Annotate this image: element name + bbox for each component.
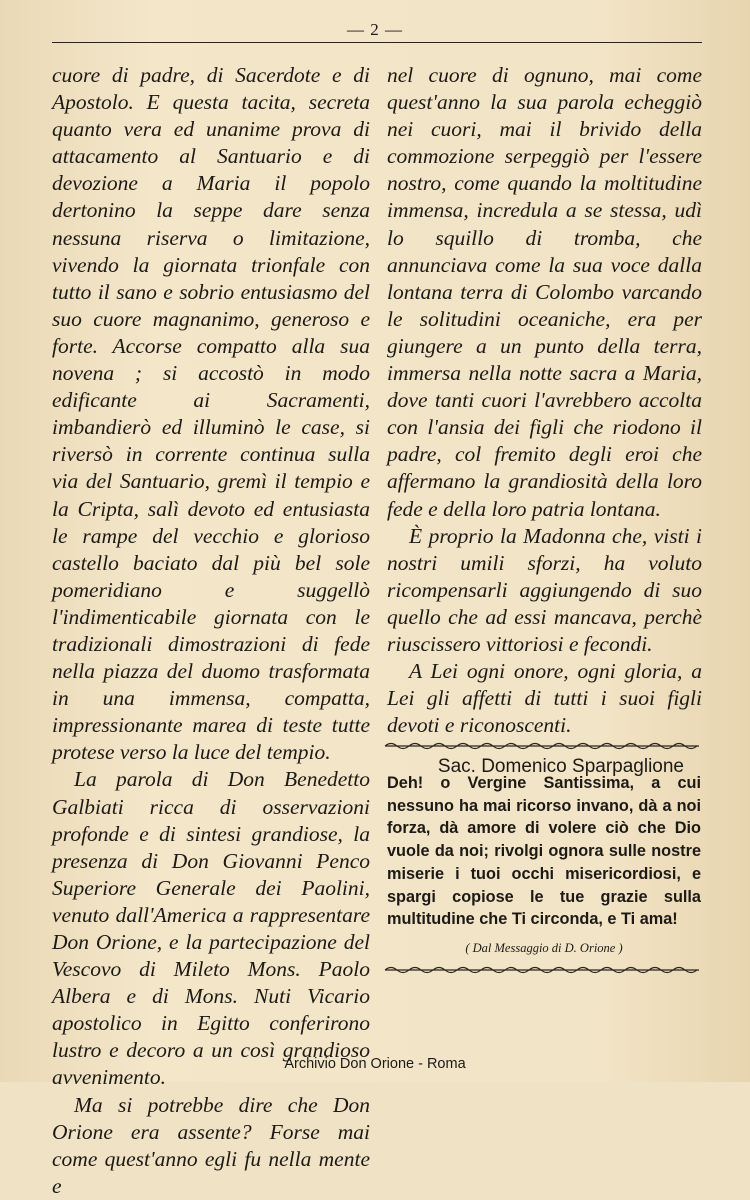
left-paragraph-2: La parola di Don Benedetto Galbiati ricca di osservazioni profonde e di sintesi grandiose, la presenza di Don Giovanni Penco Superiore Generale dei Paolini, venuto dall'America a rappresentare Don Orione, e la partecipazione del Vescovo di Mileto Mons. Paolo Albera e di Mons. Nuti Vicario apostolico in Egitto conferirono lustro e decoro a un così grandioso avvenimento. (52, 767, 370, 1090)
header-rule (52, 42, 702, 43)
ornamental-divider-top (383, 740, 701, 752)
prayer-box (387, 772, 701, 931)
prayer-text: Deh! o Vergine Santissima, a cui nessuno ha mai ricorso invano, dà a noi forza, dà amore di volere ciò che Dio vuole da noi; rivolgi ognora sulle nostre miserie i tuoi occhi misericordiosi, e spargi copiose le tue grazie sulla multitudine che Ti circonda, e Ti ama! (387, 774, 701, 929)
right-paragraph-1: nel cuore di ognuno, mai come quest'anno la sua parola echeggiò nei cuori, mai il brivido della commozione serpeggiò per l'essere nostro, come quando la moltitudine immensa, incredula a se stessa, udì lo squillo di tromba, che annunciava come la sua voce dalla lontana terra di Colombo varcando le solitudini oceaniche, era per giungere a un punto della terra, immersa nella notte sacra a Maria, dove tanti cuori l'avrebbero accolta con l'ansia dei figli che riodono il padre, col fremito degli eroi che affermano la grandiosità della loro fede e della loro patria lontana. (387, 63, 702, 521)
left-paragraph-1: cuore di padre, di Sacerdote e di Apostolo. E questa tacita, secreta quanto vera ed unanime prova di attacamento al Santuario e di devozione a Maria il popolo dertonino la seppe dare senza nessuna riserva o limitazione, vivendo la giornata trionfale con tutto il sano e sobrio entusiasmo del suo cuore magnanimo, generoso e forte. Accorse compatto alla sua novena ; si accostò in modo edificante ai Sacramenti, imbandierò ed illuminò le case, si riversò in corrente continua sulla via del Santuario, gremì il tempio e la Cripta, salì devoto ed entusiasta le rampe del vecchio e glorioso castello baciato dal più bel sole pomeridiano e suggellò l'indimenticabile giornata con le tradizionali dimostrazioni di fede nella piazza del duomo trasformata in una immensa, compatta, impressionante marea di teste tutte protese verso la luce del tempio. (52, 63, 370, 765)
prayer-source: ( Dal Messaggio di D. Orione ) (465, 941, 623, 955)
right-paragraph-3: A Lei ogni onore, ogni gloria, a Lei gli affetti di tutti i suoi figli devoti e riconoscenti. (387, 659, 702, 738)
archive-footer: Archivio Don Orione - Roma (284, 1056, 466, 1072)
right-column (387, 62, 702, 780)
left-column (52, 62, 370, 1200)
page-number: — 2 — (347, 20, 403, 39)
right-paragraph-2: È proprio la Madonna che, visti i nostri umili sforzi, ha voluto ricompensarli aggiungendo di suo quello che ad essi mancava, perchè riuscissero vittoriosi e fecondi. (387, 523, 702, 656)
signature: Sac. Domenico Sparpaglione (437, 756, 684, 778)
ornamental-divider-bottom (383, 964, 701, 976)
left-paragraph-3: Ma si potrebbe dire che Don Orione era assente? Forse mai come quest'anno egli fu nella mente e (52, 1092, 370, 1198)
